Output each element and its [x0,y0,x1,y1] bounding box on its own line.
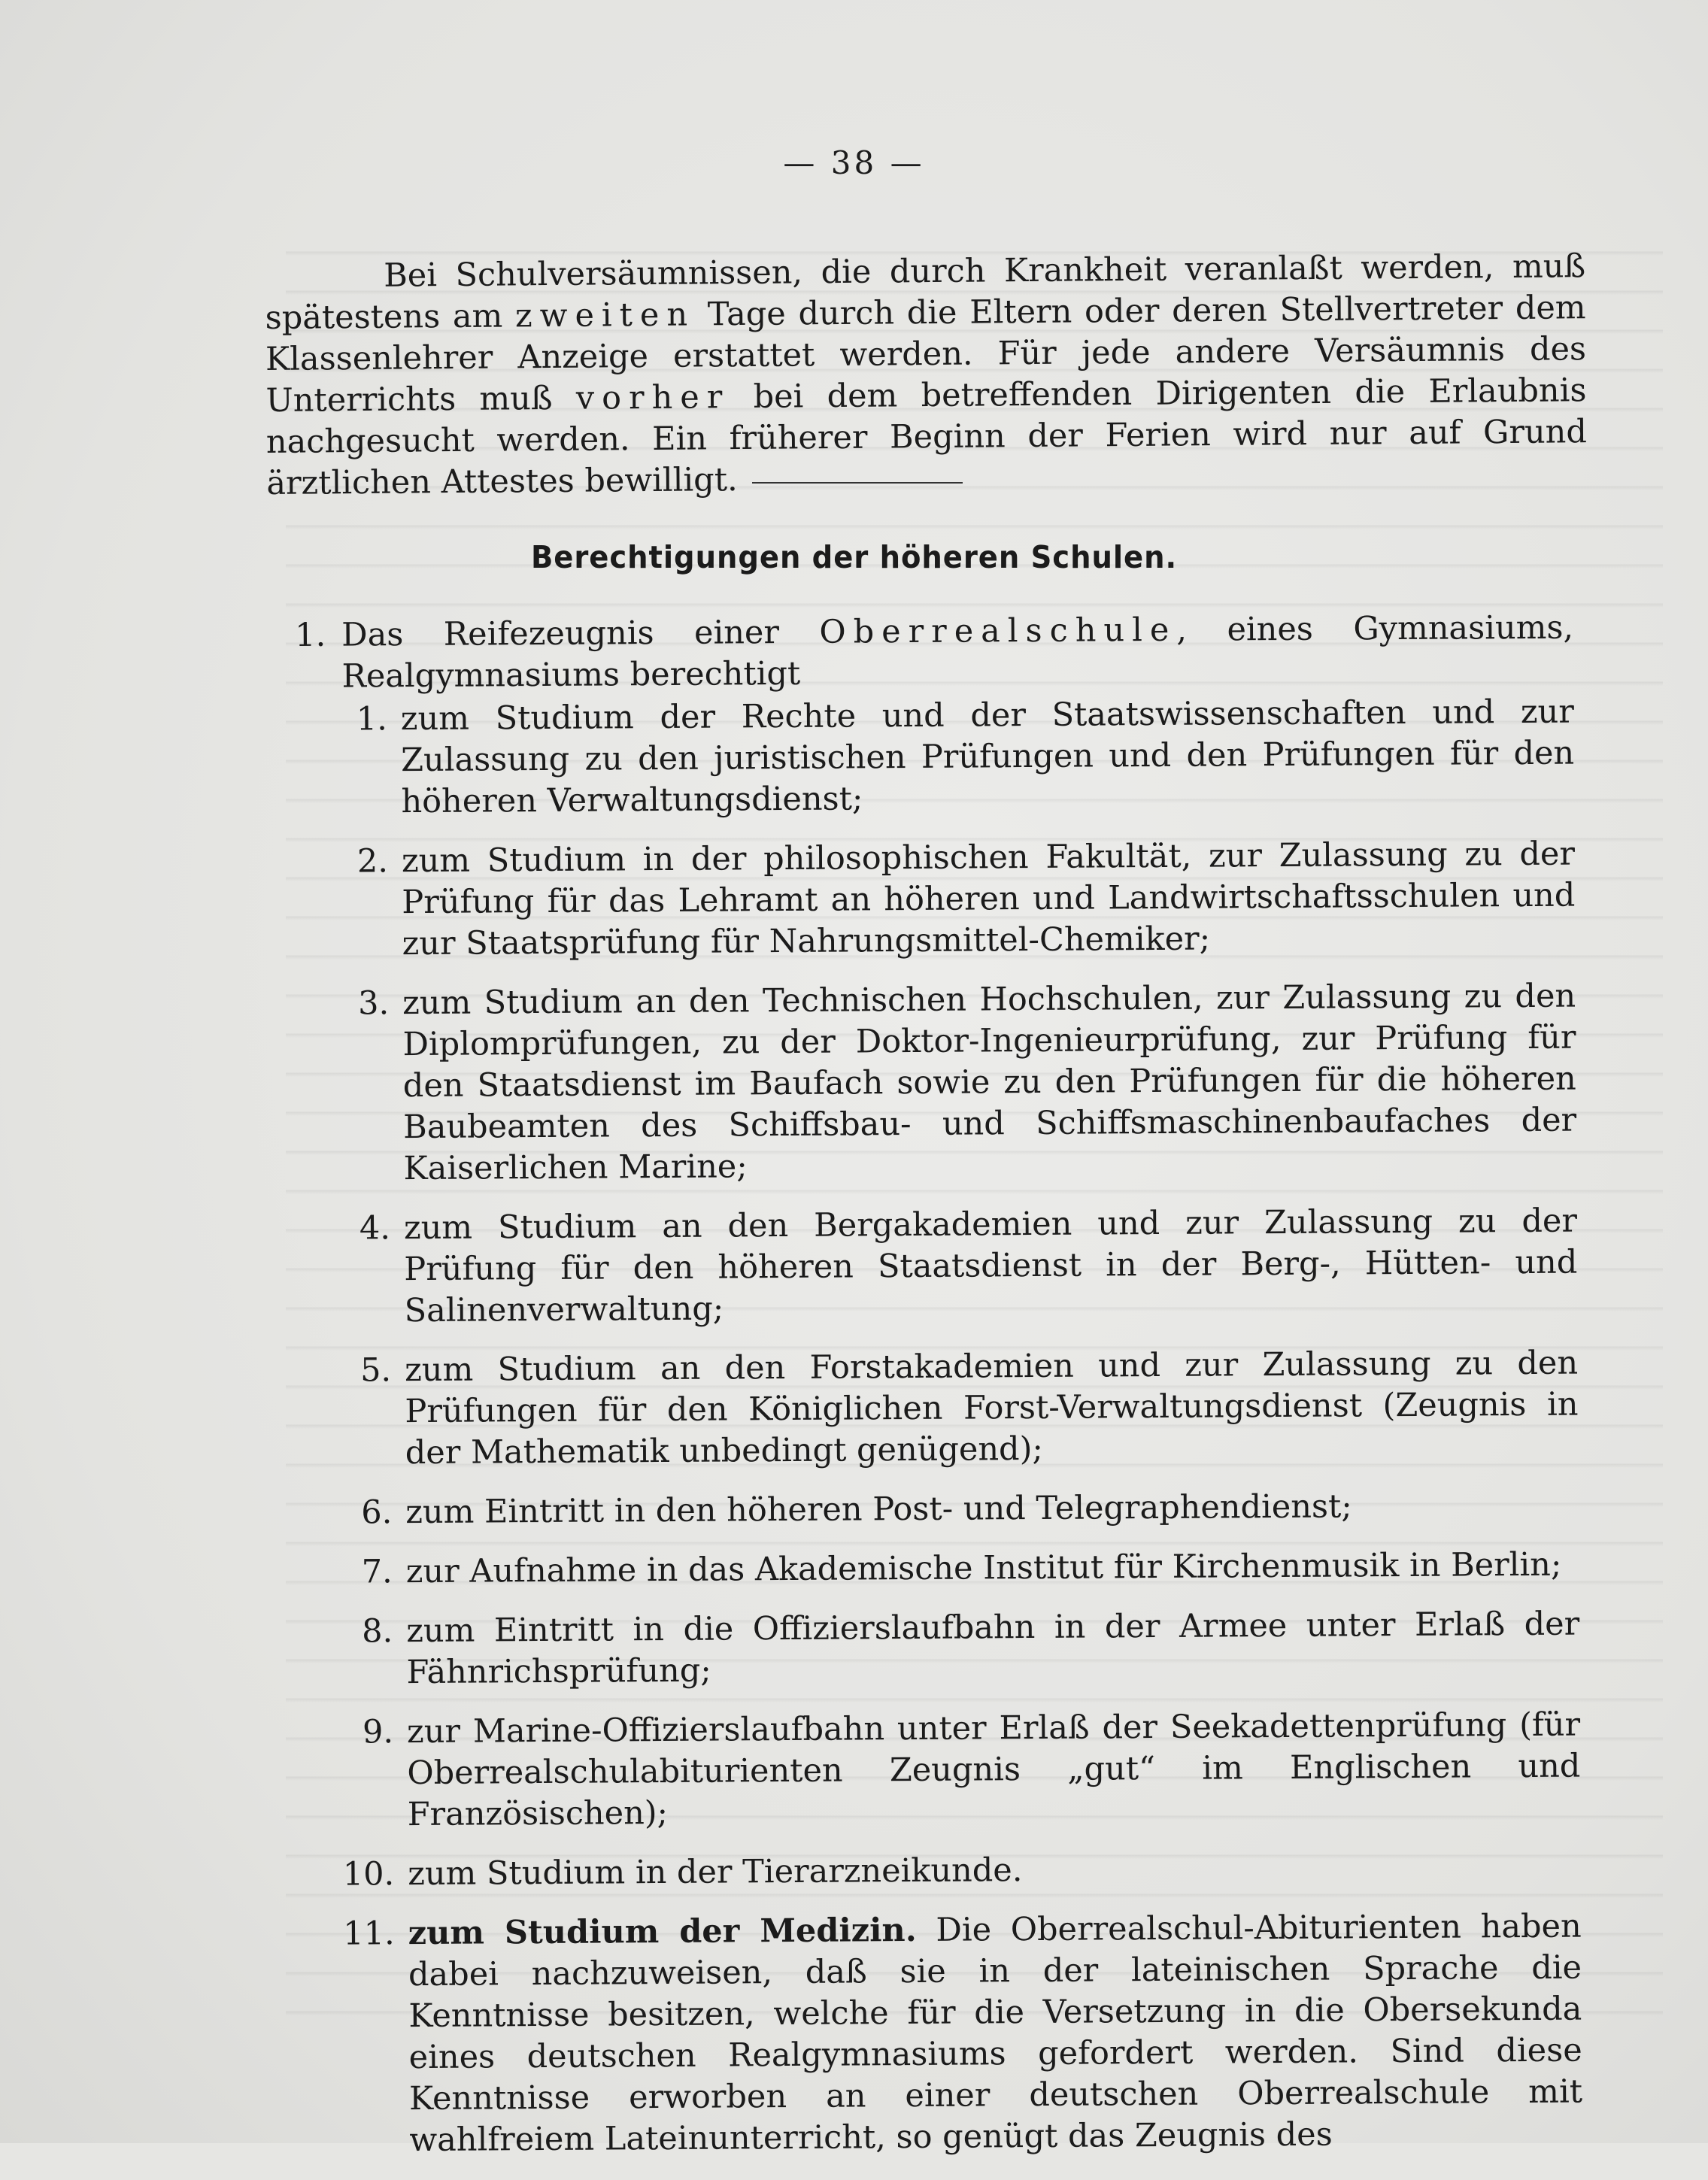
item-number: 3. [357,984,390,1023]
list-item-medizin [303,1906,1583,2162]
intro-emphasis-zweiten: zweiten [514,296,696,335]
item-text: zum Studium an den Bergakademien und zur Zulassung zu der Prüfung für den höheren Staatsdienst in der Berg-, Hütten- und Salinenverwaltung; [403,1202,1578,1330]
section-intro-pre: Das Reifezeugnis einer [341,613,820,654]
section-intro-oberrealschule: Oberrealschule [819,611,1177,651]
section-intro-post: , eines Gymnasiums, Realgymnasiums berechtigt [341,608,1574,696]
item-number: 6. [361,1493,393,1532]
list-item [301,1604,1580,1694]
item-text: zum Eintritt in den höheren Post- und Telegraphendienst; [405,1487,1352,1532]
item-text: zur Aufnahme in das Akademische Institut für Kirchenmusik in Berlin; [405,1545,1562,1591]
item-number: 7. [361,1553,393,1591]
item-number: 8. [362,1612,393,1651]
intro-text-3: Tage durch die Eltern oder deren Stellvertreter dem Klassenlehrer Anzeige erstattet werden. Für jede andere Versäumnis des Unterrichts muß [265,289,1587,420]
item-number: 1. [356,700,387,738]
item-number: 2. [356,842,389,881]
item-text: zum Studium an den Forstakademien und zur Zulassung zu den Prüfungen für den Königlichen Forst-Verwaltungsdienst (Zeugnis in der Mathematik unbedingt genügend); [404,1344,1579,1472]
list-item [299,1343,1579,1475]
section-heading: Berechtigungen der höheren Schulen. [530,539,1178,575]
list-item [302,1847,1581,1896]
item-number: 4. [359,1209,391,1248]
item-number: 5. [359,1351,392,1390]
section-divider [752,482,963,484]
list-item [299,1201,1578,1333]
list-item [297,976,1577,1190]
entitlements-list [296,692,1583,2162]
item-number: 10. [342,1855,395,1893]
item-bold-lead: zum Studium der Medizin. [408,1911,917,1953]
list-item [300,1485,1579,1534]
list-item [302,1705,1581,1836]
section-intro [295,608,1574,698]
item-number: 11. [343,1915,395,1953]
list-item [296,692,1575,823]
item-text: zum Eintritt in die Offizierslaufbahn in der Armee unter Erlaß der Fähnrichsprüfung; [406,1605,1580,1692]
intro-emphasis-vorher: vorher [575,378,730,417]
item-text: zur Marine-Offizierslaufbahn unter Erlaß der Seekadettenprüfung (für Oberrealschulabiturienten Zeugnis „gut“ im Englischen und Französischen); [406,1705,1581,1834]
item-number: 9. [362,1713,394,1751]
list-item [296,834,1576,966]
section-1 [295,608,1583,2180]
intro-paragraph [265,246,1588,505]
intro-text-5: bei dem betreffenden Dirigenten die Erlaubnis nachgesucht werden. Ein früherer Beginn der Ferien wird nur auf Grund ärztlichen Attestes bewilligt. [265,371,1588,502]
item-text: zum Studium an den Technischen Hochschulen, zur Zulassung zu den Diplomprüfungen, zu der Doktor-Ingenieurprüfung, zur Prüfung für den Staatsdienst im Baufach sowie zu den Prüfungen für die höheren Baubeamten des Schiffsbau- und Schiffsmaschinenbaufaches der Kaiserlichen Marine; [402,977,1577,1188]
item-text: zum Studium der Rechte und der Staatswissenschaften und zur Zulassung zu den juristischen Prüfungen und den Prüfungen für den höheren Verwaltungsdienst; [400,693,1575,821]
item-text [408,1906,1583,2162]
intro-text-1: Bei Schulversäumnissen, die durch Krankheit veranlaßt werden, muß spätestens am [265,247,1586,337]
item-text: zum Studium in der philosophischen Fakultät, zur Zulassung zu der Prüfung für das Lehramt an höheren und Landwirtschaftsschulen und zur Staatsprüfung für Nahrungsmittel-Chemiker; [401,835,1576,963]
section-number: 1. [295,616,326,654]
page-number: — 38 — [783,144,925,181]
section-intro-text [341,608,1574,698]
list-item [301,1545,1579,1593]
item-body: Die Oberrealschul-Abiturienten haben dabei nachzuweisen, daß sie in der lateinischen Sprache die Kenntnisse besitzen, welche für die Versetzung in die Obersekunda eines deutschen Realgymnasiums gefordert werden. Sind diese Kenntnisse erworben an einer deutschen Oberrealschule mit wahlfreiem Lateinunterricht, so genügt das Zeugnis des [408,1907,1583,2160]
item-text: zum Studium in der Tierarzneikunde. [408,1851,1023,1893]
